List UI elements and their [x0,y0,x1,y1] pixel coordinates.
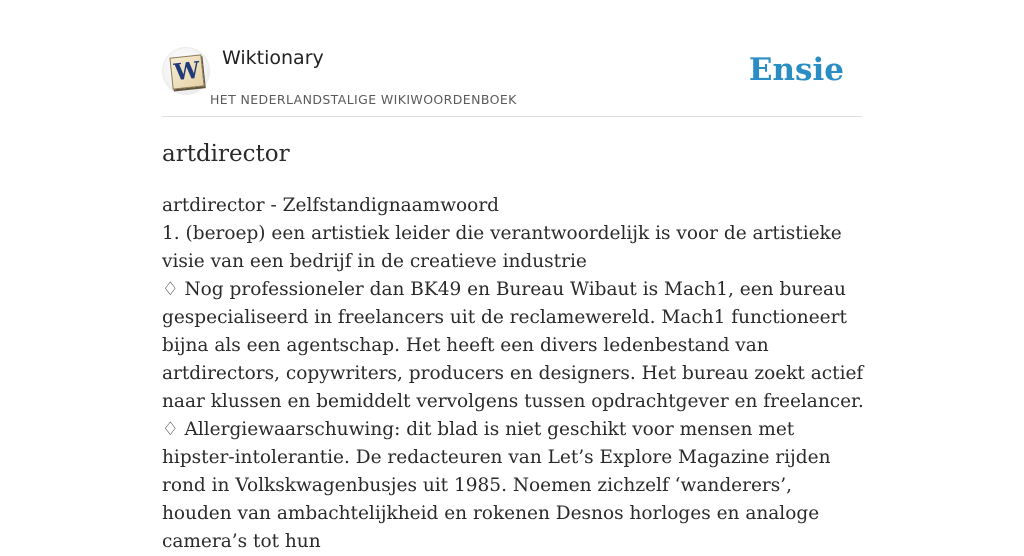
site-name[interactable]: Wiktionary [222,47,324,69]
logo-tile [169,54,204,89]
site-header [162,40,862,117]
entry-title: artdirector [162,141,290,167]
word-class-line: artdirector - Zelfstandignaamwoord [162,195,500,216]
example-sentence: ♢ Allergiewaarschuwing: dit blad is niet geschikt voor mensen met hipster-intolerantie. De redacteuren van Let’s Explore Magazine rijden rond in Volkskwagenbusjes uit 1985. Noemen zichzelf ‘wanderers’, houden van ambachtelijkheid en rokenen Desnos horloges en analoge camera’s tot hun [162,419,831,552]
logo-letter: W [172,56,202,87]
definition: 1. (beroep) een artistiek leider die verantwoordelijk is voor de artistieke visie van een bedrijf in de creatieve industrie [162,223,842,272]
example-sentence: ♢ Nog professioneler dan BK49 en Bureau Wibaut is Mach1, een bureau gespecialiseerd in freelancers uit de reclamewereld. Mach1 functioneert bijna als een agentschap. Het heeft een divers ledenbestand van artdirectors, copywriters, producers en designers. Het bureau zoekt actief naar klussen en bemiddelt vervolgens tussen opdrachtgever en freelancer. [162,279,864,412]
site-tagline: HET NEDERLANDSTALIGE WIKIWOORDENBOEK [210,92,517,107]
entry-content [162,138,866,556]
wiktionary-logo[interactable] [162,47,210,95]
ensie-brand-logo[interactable]: Ensie [748,52,844,88]
